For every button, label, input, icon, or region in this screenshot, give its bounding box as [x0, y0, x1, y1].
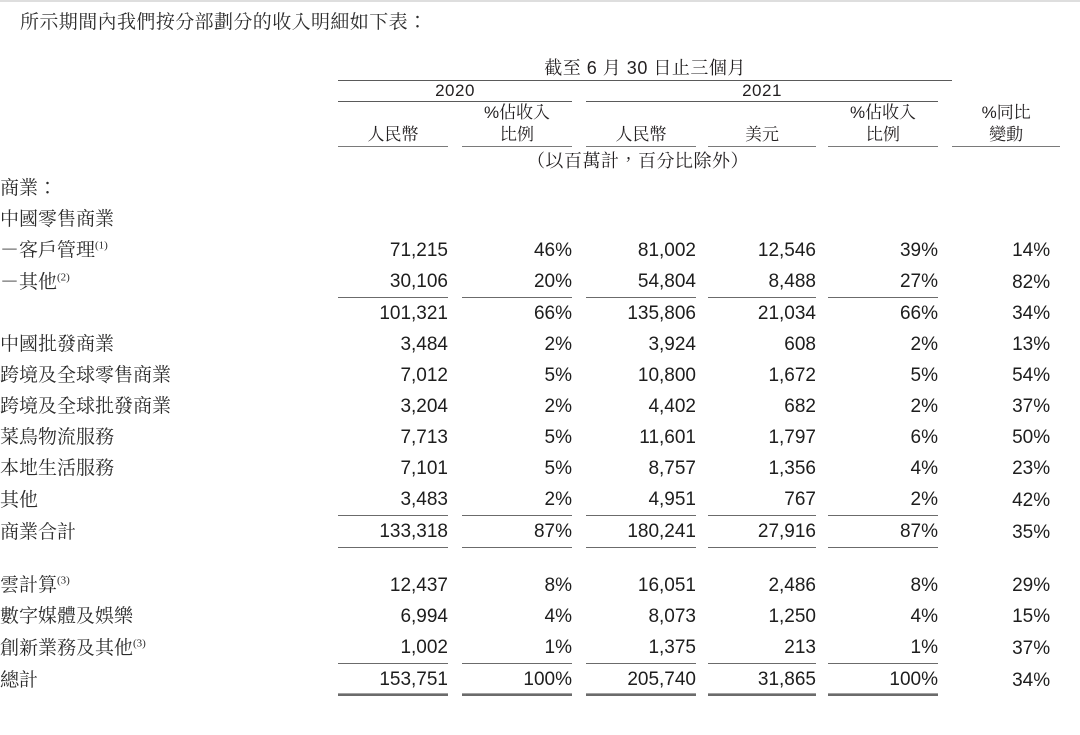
cell-change: 42%	[1012, 489, 1051, 511]
cell-gap	[572, 360, 586, 391]
cell-pct-2021: 27%	[828, 266, 938, 298]
cell-rmb-2021: 180,241	[586, 516, 696, 548]
cell-gap	[448, 391, 462, 422]
cell-gap	[696, 516, 708, 548]
cell-pct-2020: 87%	[462, 516, 572, 548]
row-label-other-commerce: 其他	[0, 489, 39, 511]
cell-pct-2021: 100%	[828, 664, 938, 696]
cell-gap	[938, 516, 952, 548]
cell-gap	[448, 235, 462, 266]
header-gap	[572, 81, 586, 102]
cell-change: 23%	[1012, 458, 1051, 479]
row-label-innovation	[0, 632, 338, 664]
cell-rmb-2021: 16,051	[637, 575, 696, 596]
cell-gap	[816, 664, 828, 696]
header-gap	[938, 102, 952, 147]
header-col-change	[952, 102, 1060, 147]
header-col-change-line2: 變動	[989, 125, 1024, 144]
cell-gap	[938, 329, 952, 360]
cell-pct-2021: 66%	[899, 303, 938, 324]
row-label-china-wholesale: 中國批發商業	[0, 334, 115, 355]
cell-usd-2021: 213	[708, 632, 816, 664]
row-label-cross-border-wholesale: 跨境及全球批發商業	[0, 396, 172, 417]
cell-gap	[696, 664, 708, 696]
cell-gap	[696, 329, 708, 360]
cell-gap	[572, 570, 586, 601]
cell-gap	[448, 601, 462, 632]
cell-gap	[572, 664, 586, 696]
cell-gap	[938, 664, 952, 696]
header-col-pct-2021	[828, 102, 938, 147]
cell-pct-2020: 66%	[533, 303, 572, 324]
intro-sentence: 所示期間內我們按分部劃分的收入明細如下表：	[20, 12, 428, 33]
cell-gap	[816, 298, 828, 330]
cell-change: 37%	[1012, 637, 1051, 659]
cell-rmb-2020: 6,994	[400, 606, 448, 627]
header-period-row	[0, 54, 1060, 81]
cell-pct-2020: 2%	[462, 484, 572, 516]
cell-rmb-2021: 1,375	[586, 632, 696, 664]
cell-pct-2020: 20%	[462, 266, 572, 298]
cell-usd-2021: 608	[784, 334, 816, 355]
header-col-pct-2020-line1: %佔收入	[483, 103, 551, 122]
header-col-rmb-2020	[338, 102, 448, 147]
cell-gap	[938, 235, 952, 266]
header-col-pct-2021-line2: 比例	[866, 125, 900, 144]
cell-gap	[696, 570, 708, 601]
row-label-customer-management	[0, 235, 338, 266]
cell-pct-2021: 2%	[828, 484, 938, 516]
cell-gap	[572, 391, 586, 422]
table-row-grand-total	[0, 664, 1060, 696]
cell-pct-2021: 4%	[910, 458, 938, 479]
cell-usd-2021: 767	[708, 484, 816, 516]
header-units-row	[0, 147, 1060, 174]
cell-gap	[572, 422, 586, 453]
cell-change: 54%	[1012, 365, 1051, 386]
header-year-row	[0, 81, 1060, 102]
cell-change: 37%	[1012, 396, 1051, 417]
header-col-rmb-2020-label: 人民幣	[367, 125, 419, 144]
row-label-grand-total: 總計	[0, 669, 39, 691]
cell-usd-2021: 27,916	[708, 516, 816, 548]
cell-gap	[696, 632, 708, 664]
row-label-cainiao: 菜鳥物流服務	[0, 427, 115, 448]
cell-change: 15%	[1012, 606, 1051, 627]
header-spacer-right	[952, 147, 1060, 174]
cell-pct-2021: 5%	[910, 365, 938, 386]
cell-pct-2021: 4%	[910, 606, 938, 627]
cell-gap	[696, 235, 708, 266]
header-col-rmb-2021-label: 人民幣	[615, 125, 667, 144]
cell-gap	[938, 266, 952, 298]
header-units-note: （以百萬計，百分比除外）	[527, 151, 749, 171]
header-spacer	[0, 102, 338, 147]
cell-rmb-2020: 101,321	[379, 303, 448, 324]
cell-gap	[448, 516, 462, 548]
cell-rmb-2021: 11,601	[639, 427, 696, 448]
cell-pct-2020: 2%	[544, 396, 572, 417]
header-col-usd-2021	[708, 102, 816, 147]
header-gap	[938, 81, 952, 102]
cell-usd-2021: 1,672	[768, 365, 816, 386]
header-gap	[448, 102, 462, 147]
cell-pct-2020: 1%	[462, 632, 572, 664]
row-label-local-services: 本地生活服務	[0, 458, 115, 479]
cell-change: 82%	[1012, 271, 1051, 293]
cell-usd-2021: 1,250	[768, 606, 816, 627]
cell-rmb-2020: 3,484	[400, 334, 448, 355]
header-spacer	[0, 54, 338, 81]
row-label-commerce-total: 商業合計	[0, 521, 77, 543]
cell-gap	[448, 453, 462, 484]
cell-rmb-2021: 8,073	[648, 606, 696, 627]
cell-gap	[448, 266, 462, 298]
cell-gap	[696, 422, 708, 453]
table-row	[0, 266, 1060, 298]
cell-gap	[448, 298, 462, 330]
cell-gap	[938, 484, 952, 516]
cell-pct-2020: 100%	[462, 664, 572, 696]
row-label-retail-subtotal	[0, 298, 338, 330]
cell-gap	[938, 632, 952, 664]
table-row	[0, 360, 1060, 391]
table-row	[0, 453, 1060, 484]
cell-gap	[938, 570, 952, 601]
header-col-pct-2021-line1: %佔收入	[849, 103, 917, 122]
cell-change: 34%	[1012, 303, 1051, 324]
cell-rmb-2020: 7,101	[400, 458, 448, 479]
cell-gap	[816, 235, 828, 266]
cell-pct-2020: 46%	[533, 240, 572, 261]
cell-gap	[448, 570, 462, 601]
header-spacer-right	[952, 81, 1060, 102]
cell-gap	[572, 329, 586, 360]
cell-gap	[816, 516, 828, 548]
cell-gap	[572, 632, 586, 664]
header-col-rmb-2021	[586, 102, 696, 147]
cell-rmb-2020: 153,751	[338, 664, 448, 696]
row-label-other-retail	[0, 266, 338, 298]
cell-rmb-2020: 12,437	[389, 575, 448, 596]
segment-revenue-table	[0, 54, 1060, 696]
row-label-commerce-heading: 商業：	[0, 178, 58, 199]
row-label-innovation-text: 創新業務及其他	[0, 637, 134, 659]
cell-change: 13%	[1012, 334, 1051, 355]
table-row	[0, 422, 1060, 453]
cell-gap	[816, 422, 828, 453]
row-label-cloud-text: 雲計算	[0, 575, 58, 596]
footnote-marker-2: (2)	[57, 271, 70, 284]
header-columns-row	[0, 102, 1060, 147]
table-row-total	[0, 516, 1060, 548]
cell-usd-2021: 31,865	[708, 664, 816, 696]
cell-gap	[816, 632, 828, 664]
cell-gap	[816, 484, 828, 516]
header-gap	[572, 102, 586, 147]
cell-usd-2021: 8,488	[708, 266, 816, 298]
cell-gap	[816, 391, 828, 422]
spacer-row	[0, 548, 1060, 571]
cell-rmb-2021: 205,740	[586, 664, 696, 696]
row-label-cross-border-retail: 跨境及全球零售商業	[0, 365, 172, 386]
table-row	[0, 204, 1060, 235]
cell-usd-2021: 682	[784, 396, 816, 417]
table-row-subtotal	[0, 298, 1060, 330]
cell-rmb-2020: 3,483	[338, 484, 448, 516]
footnote-marker-3: (3)	[57, 574, 70, 587]
cell-usd-2021: 1,797	[768, 427, 816, 448]
cell-gap	[696, 601, 708, 632]
header-year-2020: 2020	[338, 81, 572, 102]
cell-gap	[938, 360, 952, 391]
cell-usd-2021: 21,034	[757, 303, 816, 324]
cell-pct-2020: 8%	[544, 575, 572, 596]
cell-gap	[572, 484, 586, 516]
cell-pct-2021: 2%	[910, 334, 938, 355]
cell-rmb-2021: 8,757	[648, 458, 696, 479]
header-period-label: 截至 6 月 30 日止三個月	[338, 54, 952, 81]
table-row	[0, 391, 1060, 422]
cell-rmb-2021: 4,402	[648, 396, 696, 417]
cell-rmb-2021: 135,806	[627, 303, 696, 324]
cell-change: 50%	[1012, 427, 1051, 448]
header-gap	[696, 102, 708, 147]
header-year-2021: 2021	[586, 81, 938, 102]
cell-gap	[816, 329, 828, 360]
cell-usd-2021: 2,486	[768, 575, 816, 596]
cell-pct-2020: 5%	[544, 365, 572, 386]
cell-gap	[816, 570, 828, 601]
cell-gap	[938, 298, 952, 330]
cell-pct-2020: 2%	[544, 334, 572, 355]
cell-change: 35%	[1012, 521, 1051, 543]
cell-rmb-2021: 81,002	[637, 240, 696, 261]
header-col-usd-2021-label: 美元	[745, 125, 779, 144]
cell-rmb-2020: 7,713	[400, 427, 448, 448]
cell-pct-2021: 1%	[828, 632, 938, 664]
cell-rmb-2020: 7,012	[400, 365, 448, 386]
cell-pct-2021: 6%	[910, 427, 938, 448]
table-row	[0, 235, 1060, 266]
cell-gap	[572, 235, 586, 266]
cell-change: 34%	[1012, 669, 1051, 691]
header-col-pct-2020-line2: 比例	[500, 125, 534, 144]
cell-rmb-2021: 10,800	[637, 365, 696, 386]
cell-rmb-2021: 3,924	[648, 334, 696, 355]
cell-rmb-2020: 133,318	[338, 516, 448, 548]
footnote-marker-1: (1)	[95, 239, 108, 252]
table-row	[0, 173, 1060, 204]
cell-rmb-2020: 1,002	[338, 632, 448, 664]
cell-gap	[816, 266, 828, 298]
header-spacer	[0, 147, 338, 174]
cell-rmb-2021: 4,951	[586, 484, 696, 516]
cell-pct-2020: 5%	[544, 458, 572, 479]
cell-gap	[696, 453, 708, 484]
cell-gap	[572, 266, 586, 298]
cell-gap	[696, 266, 708, 298]
cell-pct-2021: 8%	[910, 575, 938, 596]
row-label-digital-media: 數字媒體及娛樂	[0, 606, 134, 627]
cell-usd-2021: 1,356	[768, 458, 816, 479]
table-row	[0, 632, 1060, 664]
cell-pct-2021: 39%	[899, 240, 938, 261]
cell-pct-2020: 5%	[544, 427, 572, 448]
cell-rmb-2020: 30,106	[338, 266, 448, 298]
cell-rmb-2021: 54,804	[586, 266, 696, 298]
cell-gap	[816, 360, 828, 391]
header-spacer-right	[952, 54, 1060, 81]
cell-gap	[938, 391, 952, 422]
cell-gap	[696, 484, 708, 516]
cell-gap	[816, 453, 828, 484]
row-empty-values	[338, 204, 1060, 235]
table-row	[0, 601, 1060, 632]
cell-gap	[448, 664, 462, 696]
cell-gap	[696, 360, 708, 391]
table-row	[0, 484, 1060, 516]
cell-gap	[572, 516, 586, 548]
cell-gap	[572, 601, 586, 632]
cell-gap	[448, 360, 462, 391]
cell-gap	[448, 329, 462, 360]
cell-gap	[938, 422, 952, 453]
cell-gap	[572, 453, 586, 484]
cell-gap	[938, 453, 952, 484]
row-label-cloud	[0, 570, 338, 601]
row-empty-values	[338, 173, 1060, 204]
cell-gap	[448, 632, 462, 664]
row-label-customer-management-text: －客戶管理	[0, 240, 96, 261]
cell-gap	[448, 484, 462, 516]
cell-gap	[696, 391, 708, 422]
cell-rmb-2020: 71,215	[389, 240, 448, 261]
table-row	[0, 329, 1060, 360]
cell-pct-2020: 4%	[544, 606, 572, 627]
cell-change: 29%	[1012, 575, 1051, 596]
cell-rmb-2020: 3,204	[400, 396, 448, 417]
spacer-cell	[0, 548, 1060, 571]
cell-change: 14%	[1012, 240, 1051, 261]
header-spacer	[0, 81, 338, 102]
row-label-other-retail-text: －其他	[0, 271, 58, 293]
header-col-pct-2020	[462, 102, 572, 147]
cell-gap	[816, 601, 828, 632]
row-label-china-retail: 中國零售商業	[0, 209, 115, 230]
cell-usd-2021: 12,546	[757, 240, 816, 261]
header-gap	[816, 102, 828, 147]
header-col-change-line1: %同比	[981, 103, 1031, 122]
footnote-marker-3b: (3)	[133, 637, 146, 650]
cell-pct-2021: 87%	[828, 516, 938, 548]
cell-gap	[696, 298, 708, 330]
cell-gap	[448, 422, 462, 453]
cell-gap	[572, 298, 586, 330]
header-gap	[938, 147, 952, 174]
table-row	[0, 570, 1060, 601]
cell-gap	[938, 601, 952, 632]
cell-pct-2021: 2%	[910, 396, 938, 417]
